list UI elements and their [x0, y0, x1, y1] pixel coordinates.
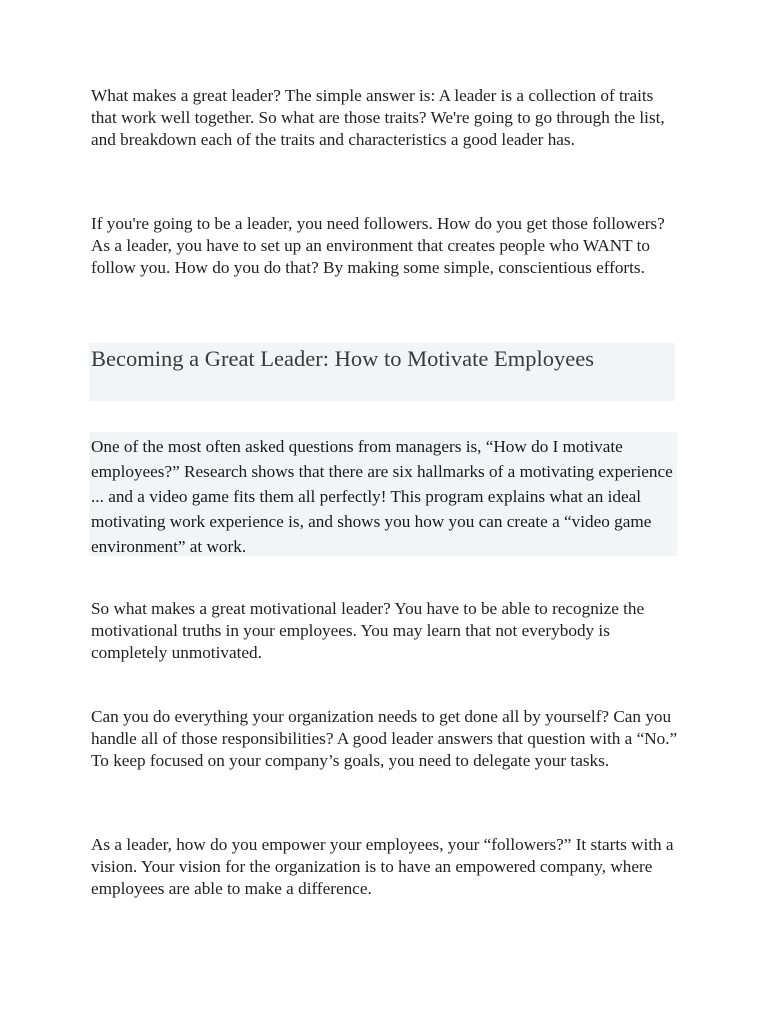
- paragraph-what-makes-a-leader: What makes a great leader? The simple answer is: A leader is a collection of traits that work well together. So what are those traits? We're going to go through the list, and breakdown each of the traits and characteristics a good leader has.: [91, 86, 665, 149]
- paragraph-followers: If you're going to be a leader, you need followers. How do you get those followers? As a leader, you have to set up an environment that creates people who WANT to follow you. How do you do that? By making some simple, conscientious efforts.: [91, 214, 665, 277]
- paragraph-motivational-leader: So what makes a great motivational leader? You have to be able to recognize the motivational truths in your employees. You may learn that not everybody is completely unmotivated.: [91, 599, 645, 662]
- paragraph-motivate-employees: One of the most often asked questions from managers is, “How do I motivate employees?” Research shows that there are six hallmarks of a motivating experience ... and a video game fits them all perfectly! This program explains what an ideal motivating work experience is, and shows you how you can create a “video game environment” at work.: [91, 437, 673, 556]
- section-heading: Becoming a Great Leader: How to Motivate Employees: [89, 343, 675, 401]
- paragraph-empower: As a leader, how do you empower your employees, your “followers?” It starts with a vision. Your vision for the organization is to have an empowered company, where employees are able to make a difference.: [91, 835, 674, 898]
- paragraph-delegate: Can you do everything your organization needs to get done all by yourself? Can you handle all of those responsibilities? A good leader answers that question with a “No.” To keep focused on your company’s goals, you need to delegate your tasks.: [91, 707, 678, 770]
